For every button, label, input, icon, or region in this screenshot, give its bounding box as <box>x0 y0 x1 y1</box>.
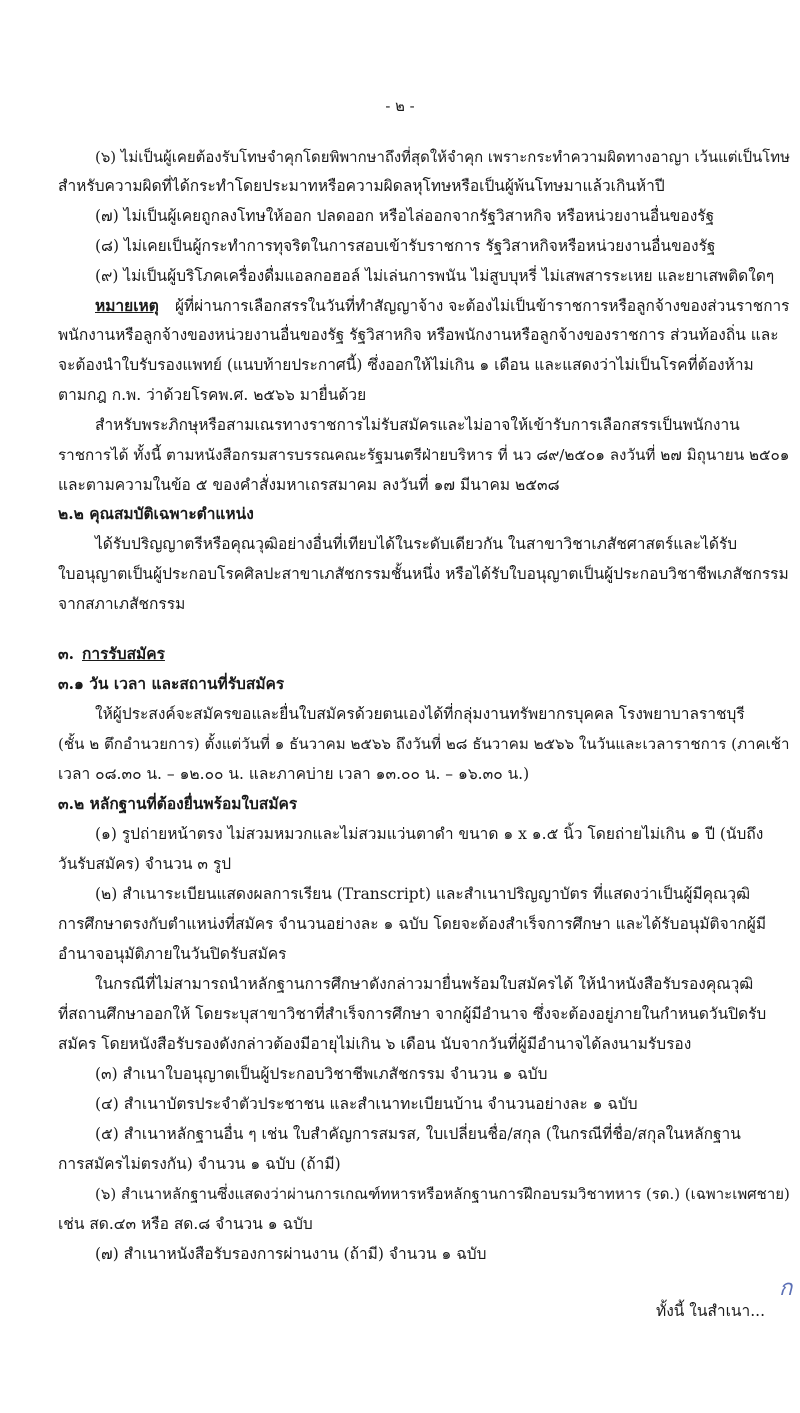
subsection-heading: ๓.๑ วัน เวลา และสถานที่รับสมัคร <box>58 674 285 693</box>
text-line: เวลา ๐๘.๓๐ น. – ๑๒.๐๐ น. และภาคบ่าย เวลา ๑๓.๐๐ น. – ๑๖.๓๐ น.) <box>58 765 530 783</box>
text-line: (๑) รูปถ่ายหน้าตรง ไม่สวมหมวกและไม่สวมแว่นตาดำ ขนาด ๑ x ๑.๕ นิ้ว โดยถ่ายไม่เกิน ๑ ปี (นับถึง <box>95 825 764 843</box>
text-line: วันรับสมัคร) จำนวน ๓ รูป <box>58 855 232 873</box>
text-line: (๖) สำเนาหลักฐานซึ่งแสดงว่าผ่านการเกณฑ์ทหารหรือหลักฐานการฝึกอบรมวิชาทหาร (รด.) (เฉพาะเพศชาย) <box>95 1185 790 1203</box>
continuation-text: ทั้งนี้ ในสำเนา... <box>655 1302 765 1320</box>
text-line: สำหรับพระภิกษุหรือสามเณรทางราชการไม่รับสมัครและไม่อาจให้เข้ารับการเลือกสรรเป็นพนักงาน <box>95 416 740 434</box>
text-line: พนักงานหรือลูกจ้างของหน่วยงานอื่นของรัฐ รัฐวิสาหกิจ หรือพนักงานหรือลูกจ้างของราชการ ส่วนท้องถิ่น และ <box>58 326 779 344</box>
text-line: จะต้องนำใบรับรองแพทย์ (แนบท้ายประกาศนี้) ซึ่งออกให้ไม่เกิน ๑ เดือน และแสดงว่าไม่เป็นโรคที่ต้องห้าม <box>58 356 754 374</box>
text-line: (๗) สำเนาหนังสือรับรองการผ่านงาน (ถ้ามี) จำนวน ๑ ฉบับ <box>95 1245 487 1263</box>
text-line: สมัคร โดยหนังสือรับรองดังกล่าวต้องมีอายุไม่เกิน ๖ เดือน นับจากวันที่ผู้มีอำนาจได้ลงนามรับรอง <box>58 1035 692 1053</box>
text-line: เช่น สด.๔๓ หรือ สด.๘ จำนวน ๑ ฉบับ <box>58 1215 313 1233</box>
text-line: ตามกฎ ก.พ. ว่าด้วยโรคพ.ศ. ๒๕๖๖ มายื่นด้วย <box>58 386 367 404</box>
text-line: อำนาจอนุมัติภายในวันปิดรับสมัคร <box>58 945 287 963</box>
text-line: ใบอนุญาตเป็นผู้ประกอบโรคศิลปะสาขาเภสัชกรรมชั้นหนึ่ง หรือได้รับใบอนุญาตเป็นผู้ประกอบวิชาชีพเภสัชกรรม <box>58 565 789 583</box>
text-line: และตามความในข้อ ๕ ของคำสั่งมหาเถรสมาคม ลงวันที่ ๑๗ มีนาคม ๒๕๓๘ <box>58 476 560 494</box>
text-line: สำหรับความผิดที่ได้กระทำโดยประมาทหรือความผิดลหุโทษหรือเป็นผู้พ้นโทษมาแล้วเกินห้าปี <box>58 177 665 195</box>
text-line: ให้ผู้ประสงค์จะสมัครขอและยื่นใบสมัครด้วยตนเองได้ที่กลุ่มงานทรัพยากรบุคคล โรงพยาบาลราชบุรี <box>95 705 745 723</box>
handwritten-mark: ก <box>779 1276 793 1301</box>
text-line: (๔) สำเนาบัตรประจำตัวประชาชน และสำเนาทะเบียนบ้าน จำนวนอย่างละ ๑ ฉบับ <box>95 1095 638 1113</box>
text-line: (๖) ไม่เป็นผู้เคยต้องรับโทษจำคุกโดยพิพากษาถึงที่สุดให้จำคุก เพราะกระทำความผิดทางอาญา เว้นแต่เป็นโทษ <box>95 148 790 166</box>
text-line: (๗) ไม่เป็นผู้เคยถูกลงโทษให้ออก ปลดออก หรือไล่ออกจากรัฐวิสาหกิจ หรือหน่วยงานอื่นของรัฐ <box>95 207 715 225</box>
text-line: การสมัครไม่ตรงกัน) จำนวน ๑ ฉบับ (ถ้ามี) <box>58 1155 341 1173</box>
text-line: ได้รับปริญญาตรีหรือคุณวุฒิอย่างอื่นที่เทียบได้ในระดับเดียวกัน ในสาขาวิชาเภสัชศาสตร์และได้รับ <box>95 535 738 553</box>
section-heading: ๒.๒ คุณสมบัติเฉพาะตำแหน่ง <box>58 504 254 523</box>
text-line: (๒) สำเนาระเบียนแสดงผลการเรียน (Transcript) และสำเนาปริญญาบัตร ที่แสดงว่าเป็นผู้มีคุณวุฒิ <box>95 885 751 903</box>
text-line: ในกรณีที่ไม่สามารถนำหลักฐานการศึกษาดังกล่าวมายื่นพร้อมใบสมัครได้ ให้นำหนังสือรับรองคุณวุฒิ <box>95 975 754 993</box>
text-line: (ชั้น ๒ ตึกอำนวยการ) ตั้งแต่วันที่ ๑ ธันวาคม ๒๕๖๖ ถึงวันที่ ๒๘ ธันวาคม ๒๕๖๖ ในวันและเวลาราชการ (ภาคเช้า <box>58 735 790 753</box>
text-line: ผู้ที่ผ่านการเลือกสรรในวันที่ทำสัญญาจ้าง จะต้องไม่เป็นข้าราชการหรือลูกจ้างของส่วนราชการ <box>175 297 790 315</box>
page-number: - ๒ - <box>385 98 415 115</box>
text-line: (๘) ไม่เคยเป็นผู้กระทำการทุจริตในการสอบเข้ารับราชการ รัฐวิสาหกิจหรือหน่วยงานอื่นของรัฐ <box>95 237 716 255</box>
text-line: ราชการได้ ทั้งนี้ ตามหนังสือกรมสารบรรณคณะรัฐมนตรีฝ่ายบริหาร ที่ นว ๘๙/๒๕๐๑ ลงวันที่ ๒๗ มิถุนายน ๒๕๐๑ <box>58 446 790 464</box>
text-line: ที่สถานศึกษาออกให้ โดยระบุสาขาวิชาที่สำเร็จการศึกษา จากผู้มีอำนาจ ซึ่งจะต้องอยู่ภายในกำหนดวันปิดรับ <box>58 1005 767 1023</box>
text-line: (๙) ไม่เป็นผู้บริโภคเครื่องดื่มแอลกอฮอล์ ไม่เล่นการพนัน ไม่สูบบุหรี่ ไม่เสพสารระเหย และยาเสพติดใดๆ <box>95 267 775 285</box>
subsection-heading: ๓.๒ หลักฐานที่ต้องยื่นพร้อมใบสมัคร <box>58 794 298 813</box>
section-number: ๓. <box>58 644 74 663</box>
section-heading: การรับสมัคร <box>82 644 165 663</box>
text-line: จากสภาเภสัชกรรม <box>58 595 186 613</box>
note-label: หมายเหตุ <box>95 296 159 315</box>
text-line: (๓) สำเนาใบอนุญาตเป็นผู้ประกอบวิชาชีพเภสัชกรรม จำนวน ๑ ฉบับ <box>95 1065 548 1083</box>
text-line: (๕) สำเนาหลักฐานอื่น ๆ เช่น ใบสำคัญการสมรส, ใบเปลี่ยนชื่อ/สกุล (ในกรณีที่ชื่อ/สกุลในหลักฐาน <box>95 1125 741 1143</box>
text-line: การศึกษาตรงกับตำแหน่งที่สมัคร จำนวนอย่างละ ๑ ฉบับ โดยจะต้องสำเร็จการศึกษา และได้รับอนุมัติจากผู้มี <box>58 915 767 933</box>
